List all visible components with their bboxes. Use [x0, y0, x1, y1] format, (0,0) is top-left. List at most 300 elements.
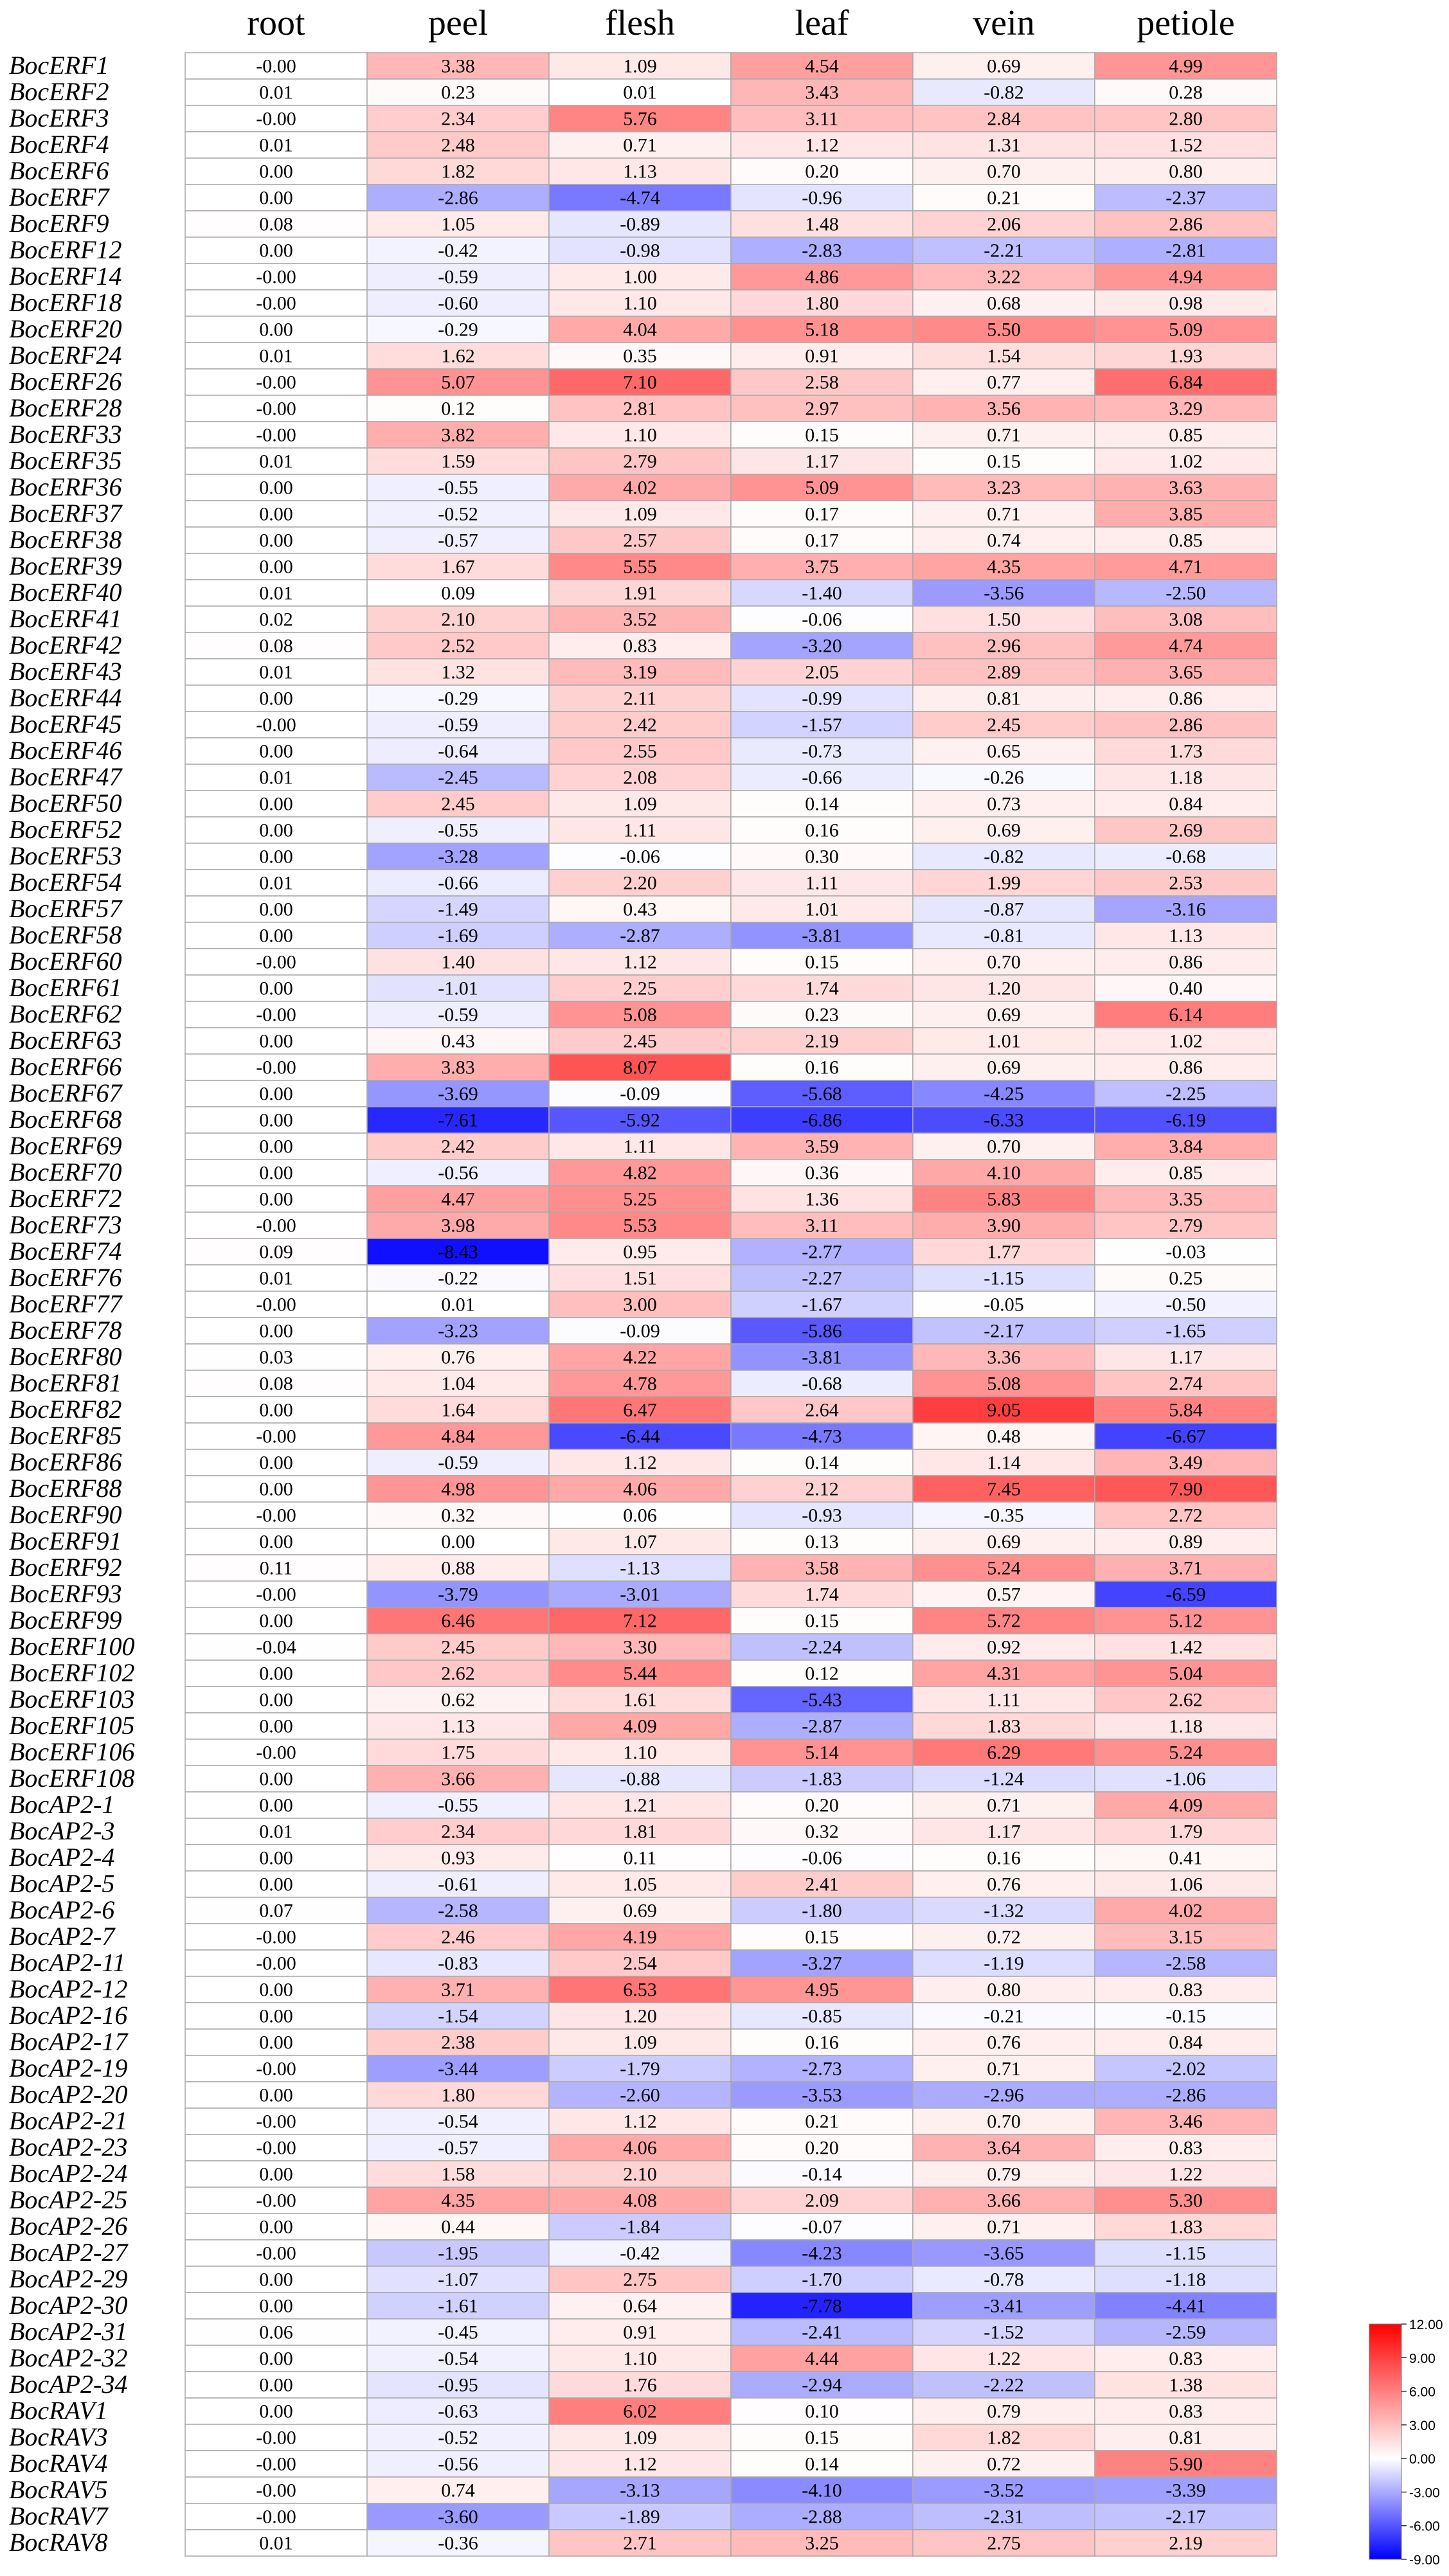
cell-value: 0.00 [441, 1531, 475, 1553]
cell-value: -3.53 [802, 2084, 842, 2106]
cell-value: -0.54 [438, 2111, 478, 2133]
cell-value: 2.86 [1169, 714, 1203, 736]
row-label: BocERF46 [9, 735, 122, 765]
row-label: BocAP2-17 [9, 2026, 128, 2056]
cell-value: 0.09 [259, 1241, 293, 1263]
cell-value: -2.86 [438, 187, 478, 209]
cell-value: 6.02 [623, 2401, 657, 2422]
cell-value: 0.20 [805, 2137, 839, 2159]
row-label: BocAP2-25 [9, 2185, 128, 2214]
cell-value: 0.00 [259, 1874, 293, 1895]
cell-value: 3.08 [1169, 609, 1203, 631]
cell-value: 0.00 [259, 503, 293, 525]
cell-value: -1.07 [438, 2269, 478, 2291]
cell-value: 0.36 [805, 1162, 839, 1184]
cell-value: -0.00 [256, 1215, 296, 1237]
cell-value: -7.61 [438, 1109, 478, 1131]
cell-value: 0.00 [259, 1320, 293, 1342]
cell-value: 2.75 [987, 2532, 1021, 2554]
cell-value: 1.17 [805, 451, 839, 472]
cell-value: 3.36 [987, 1346, 1021, 1368]
cell-value: -3.81 [802, 1346, 842, 1368]
cell-value: -1.89 [620, 2506, 660, 2528]
cell-value: 1.91 [623, 582, 657, 604]
cell-value: -2.87 [620, 925, 660, 947]
cell-value: -0.63 [438, 2401, 478, 2422]
row-label: BocERF20 [9, 314, 122, 343]
row-label: BocERF81 [9, 1368, 122, 1397]
cell-value: 0.20 [805, 1794, 839, 1816]
cell-value: 0.69 [987, 1531, 1021, 1553]
cell-value: 5.07 [441, 371, 475, 393]
cell-value: -0.96 [802, 187, 842, 209]
cell-value: 3.71 [1169, 1557, 1203, 1579]
cell-value: 1.54 [987, 345, 1021, 367]
cell-value: 0.15 [805, 2427, 839, 2449]
cell-value: 0.00 [259, 899, 293, 920]
cell-value: 0.77 [987, 371, 1021, 393]
row-label: BocERF24 [9, 340, 122, 370]
cell-value: -0.00 [256, 2427, 296, 2449]
cell-value: -3.28 [438, 846, 478, 868]
row-label: BocERF90 [9, 1499, 122, 1529]
cell-value: -0.82 [984, 846, 1024, 868]
cell-value: 4.02 [1169, 1900, 1203, 1922]
cell-value: 1.10 [623, 2348, 657, 2370]
cell-value: 0.11 [623, 1847, 657, 1869]
cell-value: 0.00 [259, 477, 293, 499]
cell-value: 0.71 [623, 134, 657, 156]
cell-value: 0.01 [259, 1821, 293, 1843]
cell-value: 3.11 [805, 1215, 839, 1237]
cell-value: 0.80 [987, 1979, 1021, 2001]
cell-value: 1.12 [623, 951, 657, 973]
cell-value: 3.66 [987, 2190, 1021, 2212]
cell-value: 1.12 [805, 134, 839, 156]
cell-value: 2.05 [805, 661, 839, 683]
cell-value: -0.52 [438, 503, 478, 525]
cell-value: 0.00 [259, 319, 293, 341]
row-label: BocERF103 [9, 1684, 135, 1713]
cell-value: 0.00 [259, 978, 293, 999]
cell-value: 0.01 [259, 345, 293, 367]
cell-value: 0.00 [259, 2216, 293, 2238]
cell-value: 0.81 [1169, 2427, 1203, 2449]
cell-value: 2.10 [623, 2163, 657, 2185]
cell-value: -1.06 [1166, 1768, 1206, 1790]
cell-value: 4.08 [623, 2190, 657, 2212]
cell-value: 5.50 [987, 319, 1021, 341]
cell-value: 0.16 [987, 1847, 1021, 1869]
cell-value: 0.00 [259, 2295, 293, 2317]
cell-value: 4.31 [987, 1663, 1021, 1685]
cell-value: 2.86 [1169, 213, 1203, 235]
cell-value: 5.09 [1169, 319, 1203, 341]
cell-value: 0.15 [805, 1926, 839, 1948]
cell-value: 0.91 [623, 2321, 657, 2343]
cell-value: 1.17 [987, 1821, 1021, 1843]
cell-value: 0.00 [259, 1136, 293, 1158]
cell-value: 3.52 [623, 609, 657, 631]
row-label: BocERF39 [9, 551, 122, 580]
cell-value: -0.21 [984, 2005, 1024, 2027]
cell-value: 0.44 [441, 2216, 475, 2238]
cell-value: 3.49 [1169, 1452, 1203, 1474]
cell-value: 5.12 [1169, 1610, 1203, 1632]
cell-value: 4.78 [623, 1373, 657, 1395]
cell-value: 3.35 [1169, 1188, 1203, 1210]
cell-value: 0.00 [259, 1162, 293, 1184]
row-label: BocAP2-16 [9, 2000, 128, 2030]
cell-value: -0.82 [984, 82, 1024, 103]
cell-value: -0.00 [256, 1742, 296, 1764]
cell-value: -1.83 [802, 1768, 842, 1790]
cell-value: 1.62 [441, 345, 475, 367]
cell-value: -0.68 [802, 1373, 842, 1395]
cell-value: -0.00 [256, 2111, 296, 2133]
cell-value: 1.11 [623, 1136, 657, 1158]
cell-value: 0.71 [987, 503, 1021, 525]
cell-value: 1.13 [1169, 925, 1203, 947]
cell-value: -0.61 [438, 1874, 478, 1895]
cell-value: 5.55 [623, 556, 657, 578]
cell-value: -3.27 [802, 1953, 842, 1974]
row-label: BocERF6 [9, 156, 109, 185]
row-label: BocERF108 [9, 1763, 135, 1793]
cell-value: 4.10 [987, 1162, 1021, 1184]
cell-value: 1.02 [1169, 451, 1203, 472]
cell-value: -0.00 [256, 398, 296, 420]
cell-value: -4.23 [802, 2242, 842, 2264]
cell-value: 4.09 [1169, 1794, 1203, 1816]
cell-value: 1.48 [805, 213, 839, 235]
cell-value: 1.11 [623, 819, 657, 841]
cell-value: 5.72 [987, 1610, 1021, 1632]
row-label: BocERF91 [9, 1526, 122, 1555]
cell-value: -3.56 [984, 582, 1024, 604]
cell-value: 0.00 [259, 1188, 293, 1210]
row-label: BocERF52 [9, 814, 122, 844]
cell-value: 0.00 [259, 740, 293, 762]
row-label: BocERF47 [9, 762, 122, 791]
cell-value: 2.72 [1169, 1505, 1203, 1526]
row-label: BocERF88 [9, 1473, 122, 1503]
cell-value: 2.34 [441, 1821, 475, 1843]
cell-value: -0.06 [620, 846, 660, 868]
cell-value: -5.86 [802, 1320, 842, 1342]
cell-value: 0.16 [805, 2032, 839, 2053]
cell-value: -0.64 [438, 740, 478, 762]
cell-value: 0.01 [623, 82, 657, 103]
cell-value: 0.16 [805, 819, 839, 841]
cell-value: -0.42 [620, 2242, 660, 2264]
cell-value: 1.04 [441, 1373, 475, 1395]
cell-value: 6.53 [623, 1979, 657, 2001]
cell-value: 4.94 [1169, 266, 1203, 288]
column-header-root: root [247, 3, 305, 43]
cell-value: -3.01 [620, 1584, 660, 1606]
row-label: BocERF26 [9, 366, 122, 396]
cell-value: 1.12 [623, 1452, 657, 1474]
cell-value: 0.01 [259, 82, 293, 103]
cell-value: 0.00 [259, 1979, 293, 2001]
row-label: BocERF62 [9, 999, 122, 1028]
cell-value: -2.86 [1166, 2084, 1206, 2106]
row-label: BocERF106 [9, 1737, 135, 1766]
cell-value: 2.81 [623, 398, 657, 420]
cell-value: 0.08 [259, 635, 293, 657]
cell-value: 1.00 [623, 266, 657, 288]
cell-value: 1.80 [805, 292, 839, 314]
cell-value: 0.65 [987, 740, 1021, 762]
row-label: BocRAV5 [9, 2474, 108, 2504]
cell-value: 1.76 [623, 2374, 657, 2396]
row-label: BocERF37 [9, 498, 122, 528]
cell-value: 4.35 [441, 2190, 475, 2212]
cell-value: 1.82 [987, 2427, 1021, 2449]
cell-value: 0.81 [987, 688, 1021, 710]
cell-value: 1.74 [805, 978, 839, 999]
cell-value: 5.76 [623, 108, 657, 130]
cell-value: 1.52 [1169, 134, 1203, 156]
cell-value: 1.38 [1169, 2374, 1203, 2396]
cell-value: 1.12 [623, 2111, 657, 2133]
cell-value: 0.71 [987, 424, 1021, 446]
row-label: BocERF42 [9, 630, 122, 659]
cell-value: 0.76 [987, 2032, 1021, 2053]
cell-value: 2.58 [805, 371, 839, 393]
row-label: BocERF7 [9, 182, 109, 211]
cell-value: 0.74 [441, 2480, 475, 2501]
row-label: BocERF67 [9, 1078, 122, 1107]
cell-value: 6.84 [1169, 371, 1203, 393]
cell-value: -4.41 [1166, 2295, 1206, 2317]
row-label: BocRAV7 [9, 2501, 108, 2530]
cell-value: 1.09 [623, 2427, 657, 2449]
cell-value: 1.42 [1169, 1636, 1203, 1658]
cell-value: 2.80 [1169, 108, 1203, 130]
row-label: BocERF102 [9, 1658, 135, 1687]
cell-value: -5.68 [802, 1083, 842, 1105]
cell-value: 1.50 [987, 609, 1021, 631]
cell-value: 1.81 [623, 1821, 657, 1843]
row-label: BocAP2-27 [9, 2237, 128, 2267]
cell-value: 3.30 [623, 1636, 657, 1658]
cell-value: 0.17 [805, 503, 839, 525]
cell-value: 1.02 [1169, 1030, 1203, 1052]
row-label: BocAP2-5 [9, 1868, 115, 1898]
row-label: BocERF93 [9, 1579, 122, 1608]
cell-value: -0.00 [256, 371, 296, 393]
cell-value: 0.14 [805, 1452, 839, 1474]
cell-value: -0.00 [256, 424, 296, 446]
cell-value: -0.99 [802, 688, 842, 710]
cell-value: -0.00 [256, 1505, 296, 1526]
row-label: BocERF4 [9, 129, 109, 159]
cell-value: -1.52 [984, 2321, 1024, 2343]
cell-value: 3.82 [441, 424, 475, 446]
cell-value: 0.00 [259, 1715, 293, 1737]
cell-value: 3.11 [805, 108, 839, 130]
cell-value: 4.98 [441, 1478, 475, 1500]
cell-value: -0.00 [256, 1426, 296, 1447]
cell-value: -2.58 [438, 1900, 478, 1922]
cell-value: -6.59 [1166, 1584, 1206, 1606]
cell-value: -0.60 [438, 292, 478, 314]
cell-value: -1.18 [1166, 2269, 1206, 2291]
cell-value: 3.46 [1169, 2111, 1203, 2133]
cell-value: -0.03 [1166, 1241, 1206, 1263]
cell-value: 5.08 [987, 1373, 1021, 1395]
cell-value: -5.43 [802, 1689, 842, 1711]
cell-value: -0.59 [438, 1004, 478, 1026]
cell-value: 4.02 [623, 477, 657, 499]
cell-value: -0.00 [256, 2137, 296, 2159]
cell-value: 2.41 [805, 1874, 839, 1895]
cell-value: 0.00 [259, 2348, 293, 2370]
cell-value: -2.17 [1166, 2506, 1206, 2528]
row-label: BocAP2-20 [9, 2079, 128, 2109]
cell-value: 0.85 [1169, 530, 1203, 551]
cell-value: -2.02 [1166, 2058, 1206, 2080]
cell-value: 3.22 [987, 266, 1021, 288]
cell-value: 0.64 [623, 2295, 657, 2317]
cell-value: -1.69 [438, 925, 478, 947]
cell-value: -0.83 [438, 1953, 478, 1974]
cell-value: 0.00 [259, 556, 293, 578]
cell-value: -2.94 [802, 2374, 842, 2396]
cell-value: 0.20 [805, 161, 839, 183]
cell-value: 5.04 [1169, 1663, 1203, 1685]
cell-value: 0.15 [805, 424, 839, 446]
cell-value: 0.74 [987, 530, 1021, 551]
cell-value: 0.00 [259, 2374, 293, 2396]
cell-value: -2.41 [802, 2321, 842, 2343]
cell-value: 1.79 [1169, 1821, 1203, 1843]
cell-value: 0.72 [987, 2453, 1021, 2475]
cell-value: 1.67 [441, 556, 475, 578]
cell-value: -0.22 [438, 1267, 478, 1289]
cell-value: -0.29 [438, 319, 478, 341]
cell-value: 1.11 [805, 872, 839, 894]
cell-value: 1.09 [623, 2032, 657, 2053]
cell-value: -6.67 [1166, 1426, 1206, 1447]
cell-value: 2.62 [1169, 1689, 1203, 1711]
cell-value: -0.00 [256, 714, 296, 736]
cell-value: 1.32 [441, 661, 475, 683]
cell-value: -2.24 [802, 1636, 842, 1658]
cell-value: -0.55 [438, 477, 478, 499]
cell-value: 0.00 [259, 1109, 293, 1131]
cell-value: 2.74 [1169, 1373, 1203, 1395]
cell-value: 1.14 [987, 1452, 1021, 1474]
cell-value: 0.35 [623, 345, 657, 367]
cell-value: 0.86 [1169, 1057, 1203, 1078]
row-label: BocERF3 [9, 103, 109, 132]
cell-value: 0.71 [987, 1794, 1021, 1816]
cell-value: 0.00 [259, 1083, 293, 1105]
cell-value: -0.00 [256, 1294, 296, 1316]
row-label: BocAP2-29 [9, 2264, 128, 2293]
cell-value: 0.01 [259, 661, 293, 683]
cell-value: 1.05 [623, 1874, 657, 1895]
cell-value: 0.00 [259, 925, 293, 947]
column-header-peel: peel [428, 3, 489, 43]
cell-value: 4.47 [441, 1188, 475, 1210]
cell-value: 7.90 [1169, 1478, 1203, 1500]
cell-value: 1.11 [987, 1689, 1021, 1711]
cell-value: -0.00 [256, 951, 296, 973]
row-label: BocERF12 [9, 235, 122, 264]
row-label: BocERF45 [9, 709, 122, 738]
cell-value: 0.00 [259, 2005, 293, 2027]
cell-value: -1.15 [1166, 2242, 1206, 2264]
cell-value: 0.89 [1169, 1531, 1203, 1553]
cell-value: 1.13 [441, 1715, 475, 1737]
cell-value: -2.17 [984, 1320, 1024, 1342]
cell-value: -2.88 [802, 2506, 842, 2528]
cell-value: 0.23 [441, 82, 475, 103]
cell-value: -7.78 [802, 2295, 842, 2317]
cell-value: -1.79 [620, 2058, 660, 2080]
cell-value: 1.80 [441, 2084, 475, 2106]
cell-value: 0.79 [987, 2163, 1021, 2185]
cell-value: 1.22 [1169, 2163, 1203, 2185]
cell-value: -1.40 [802, 582, 842, 604]
cell-value: -6.86 [802, 1109, 842, 1131]
cell-value: 1.13 [623, 161, 657, 183]
cell-value: 0.00 [259, 2269, 293, 2291]
cell-value: 0.69 [987, 1004, 1021, 1026]
cell-value: 3.00 [623, 1294, 657, 1316]
row-label: BocERF77 [9, 1289, 122, 1318]
cell-value: 2.45 [441, 793, 475, 815]
cell-value: 0.85 [1169, 424, 1203, 446]
cell-value: 0.84 [1169, 2032, 1203, 2053]
cell-value: 5.18 [805, 319, 839, 341]
cell-value: -3.44 [438, 2058, 478, 2080]
cell-value: -4.73 [802, 1426, 842, 1447]
cell-value: -2.22 [984, 2374, 1024, 2396]
row-label: BocAP2-24 [9, 2158, 128, 2188]
cell-value: 0.25 [1169, 1267, 1203, 1289]
cell-value: 1.83 [1169, 2216, 1203, 2238]
cell-value: -3.60 [438, 2506, 478, 2528]
row-label: BocAP2-34 [9, 2369, 128, 2399]
cell-value: -0.00 [256, 1953, 296, 1974]
cell-value: 3.43 [805, 82, 839, 103]
cell-value: -6.33 [984, 1109, 1024, 1131]
cell-value: 3.66 [441, 1768, 475, 1790]
cell-value: -2.73 [802, 2058, 842, 2080]
cell-value: 0.00 [259, 240, 293, 262]
cell-value: -0.06 [802, 609, 842, 631]
cell-value: 1.21 [623, 1794, 657, 1816]
row-label: BocERF78 [9, 1315, 122, 1345]
cell-value: -0.26 [984, 767, 1024, 789]
row-label: BocERF58 [9, 920, 122, 949]
row-label: BocERF57 [9, 893, 122, 923]
cell-value: 3.58 [805, 1557, 839, 1579]
cell-value: 4.19 [623, 1926, 657, 1948]
cell-value: 0.92 [987, 1636, 1021, 1658]
cell-value: 0.16 [805, 1057, 839, 1078]
cell-value: -0.73 [802, 740, 842, 762]
row-label: BocERF80 [9, 1341, 122, 1371]
cell-value: 5.08 [623, 1004, 657, 1026]
cell-value: 0.14 [805, 2453, 839, 2475]
cell-value: 0.02 [259, 609, 293, 631]
